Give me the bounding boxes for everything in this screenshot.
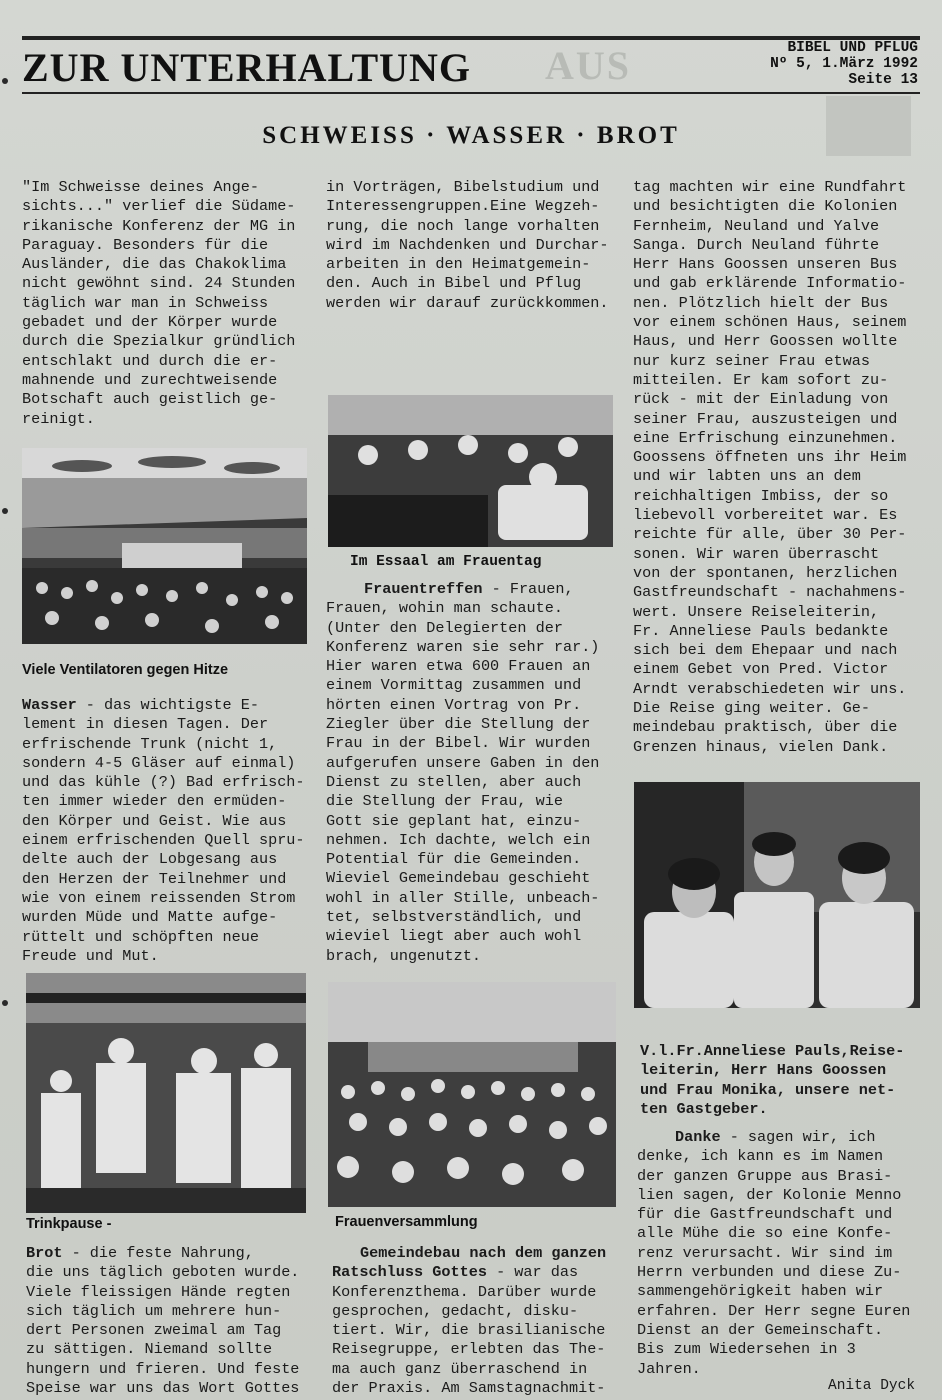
- text-line: einem Gebet von Pred. Victor: [633, 660, 889, 679]
- brot-lead: Brot: [26, 1244, 63, 1262]
- text-line: Gastfreundschaft - nachahmens-: [633, 583, 907, 602]
- danke-paragraph: [637, 1147, 927, 1379]
- text-line: Gott sie geplant hat, einzu-: [326, 811, 582, 830]
- text-line: und Frau Monika, unsere net-: [640, 1080, 896, 1099]
- text-line: und gab erklärende Informatio-: [633, 274, 907, 293]
- column-3: [633, 178, 923, 757]
- text-line: sondern 4-5 Gläser auf einmal): [22, 753, 296, 772]
- text-line: einem Vormittag zusammen und: [326, 676, 582, 695]
- text-line: tag machten wir eine Rundfahrt: [633, 178, 907, 196]
- issue-date: Nº 5, 1.März 1992: [770, 56, 918, 72]
- text-line: für die Gastfreundschaft und: [637, 1205, 893, 1224]
- text-line: brach, ungenutzt.: [326, 946, 481, 965]
- binder-hole-1: [2, 78, 8, 84]
- text-line: mahnende und zurechtweisende: [22, 370, 278, 389]
- column-1-brot: [26, 1244, 311, 1398]
- frauen-first-text: - Frauen,: [482, 580, 574, 598]
- text-line: Sanga. Durch Neuland führte: [633, 235, 880, 254]
- text-line: und wir labten uns an dem: [633, 467, 861, 486]
- column-2-frauen: [326, 580, 616, 966]
- text-line: sichts..." verlief die Südame-: [22, 197, 296, 216]
- page-number: Seite 13: [848, 72, 918, 88]
- text-line: Ziegler über die Stellung der: [326, 715, 591, 734]
- photo-drinking-break: [26, 973, 306, 1213]
- wasser-first-line: [22, 696, 307, 715]
- text-line: ten immer wieder den ermüden-: [22, 792, 287, 811]
- text-line: tet, selbstverständlich, und: [326, 908, 582, 927]
- gemeinde-paragraph: [332, 1283, 622, 1399]
- text-line: leiterin, Herr Hans Goossen: [640, 1061, 887, 1080]
- text-line: Bis zum Wiedersehen in 3: [637, 1340, 856, 1359]
- danke-lead: Danke: [675, 1128, 721, 1146]
- text-line: entschlakt und durch die er-: [22, 351, 278, 370]
- danke-first-line: [637, 1128, 927, 1147]
- text-line: Dienst zu stellen, aber auch: [326, 772, 582, 791]
- text-line: täglich war man in Schweiss: [22, 293, 269, 312]
- caption-fans: Viele Ventilatoren gegen Hitze: [22, 662, 229, 678]
- text-line: einem erfrischenden Quell spru-: [22, 831, 305, 850]
- text-line: der Praxis. Am Samstagnachmit-: [332, 1379, 606, 1398]
- text-line: werden wir darauf zurückkommen.: [326, 293, 609, 312]
- column-2-gemeinde: [332, 1244, 622, 1398]
- text-line: rikanische Konferenz der MG in: [22, 216, 296, 235]
- text-line: den. Auch in Bibel und Pflug: [326, 274, 582, 293]
- text-line: reichhaltigen Imbiss, der so: [633, 486, 889, 505]
- wasser-lead: Wasser: [22, 696, 77, 714]
- text-line: Arndt verabschiedeten wir uns.: [633, 679, 907, 698]
- text-line: hungern und frieren. Und feste: [26, 1359, 300, 1378]
- masthead-bottom-rule: [22, 92, 920, 94]
- gemeinde-lead-1: Gemeindebau nach dem ganzen: [360, 1244, 607, 1262]
- frauen-paragraph: [326, 599, 616, 966]
- column-1-wasser: [22, 696, 307, 966]
- text-line: von der spontanen, herzlichen: [633, 563, 898, 582]
- women-assembly-image: [328, 982, 616, 1207]
- text-line: Freude und Mut.: [22, 946, 159, 965]
- text-line: nen. Plötzlich hielt der Bus: [633, 293, 889, 312]
- text-line: sich bei dem Ehepaar und nach: [633, 641, 898, 660]
- text-line: liebevoll vorbereitet war. Es: [633, 506, 898, 525]
- text-line: lement in diesen Tagen. Der: [22, 715, 269, 734]
- intro-paragraph: [22, 178, 307, 429]
- text-line: Reisegruppe, erlebten das The-: [332, 1340, 606, 1359]
- text-line: Potential für die Gemeinden.: [326, 850, 582, 869]
- frauen-lead: Frauentreffen: [364, 580, 483, 598]
- brot-first-text: - die feste Nahrung,: [62, 1244, 254, 1262]
- binder-hole-2: [2, 508, 8, 514]
- text-line: erfrischende Trunk (nicht 1,: [22, 734, 278, 753]
- text-line: Paraguay. Besonders für die: [22, 235, 269, 254]
- text-line: rung, die noch lange vorhalten: [326, 216, 600, 235]
- text-line: wert. Unsere Reiseleiterin,: [633, 602, 880, 621]
- photo-fans-hall: [22, 448, 307, 644]
- text-line: rüttelt und schöpften neue: [22, 927, 259, 946]
- drinking-break-image: [26, 973, 306, 1213]
- brot-paragraph: [26, 1263, 311, 1398]
- caption-women-assembly: Frauenversammlung: [335, 1214, 478, 1230]
- text-line: mitteilen. Er kam sofort zu-: [633, 370, 889, 389]
- frauen-first-line: [326, 580, 616, 599]
- text-line: nicht gewöhnt sind. 24 Stunden: [22, 274, 296, 293]
- text-line: den Herzen der Teilnehmer und: [22, 869, 287, 888]
- text-line: Frauen, wohin man schaute.: [326, 599, 563, 618]
- text-line: gesprochen, gedacht, disku-: [332, 1301, 579, 1320]
- text-line: reichte für alle, über 30 Per-: [633, 525, 907, 544]
- text-line: Herrn verbunden und diese Zu-: [637, 1263, 902, 1282]
- column-1: [22, 178, 307, 429]
- masthead-info: [770, 40, 918, 88]
- hosts-image: [634, 782, 920, 1008]
- gemeinde-first-text: - war das: [486, 1263, 579, 1282]
- text-line: hörten einen Vortrag von Pr.: [326, 695, 582, 714]
- gemeinde-first-line: [332, 1263, 622, 1282]
- text-line: Wieviel Gemeindebau geschieht: [326, 869, 591, 888]
- text-line: Herr Hans Goossen unseren Bus: [633, 255, 898, 274]
- text-line: und besichtigten die Kolonien: [633, 197, 898, 216]
- text-line: Die Reise ging weiter. Ge-: [633, 699, 870, 718]
- gemeinde-lead-2: Ratschluss Gottes: [332, 1263, 487, 1282]
- text-line: Frau in der Bibel. Wir wurden: [326, 734, 591, 753]
- text-line: Konferenz waren sie sehr rar.): [326, 637, 600, 656]
- text-line: Hier waren etwa 600 Frauen an: [326, 657, 591, 676]
- text-line: arbeiten in den Heimatgemein-: [326, 255, 591, 274]
- text-line: sammengehörigkeit haben wir: [637, 1282, 884, 1301]
- text-line: durch die Spezialkur gründlich: [22, 332, 296, 351]
- bleed-through-text: AUS: [545, 43, 632, 88]
- wasser-first-text: - das wichtigste E-: [76, 696, 259, 714]
- text-line: Botschaft auch geistlich ge-: [22, 390, 278, 409]
- masthead-title: ZUR UNTERHALTUNG: [22, 45, 472, 90]
- text-line: gebadet und der Körper wurde: [22, 313, 278, 332]
- text-line: in Vorträgen, Bibelstudium und: [326, 178, 600, 196]
- dining-hall-image: [328, 395, 613, 547]
- text-line: meindebau praktisch, über die: [633, 718, 898, 737]
- text-line: ten Gastgeber.: [640, 1099, 768, 1118]
- text-line: die uns täglich geboten wurde.: [26, 1263, 300, 1282]
- text-line: sonen. Wir waren überrascht: [633, 544, 880, 563]
- text-line: delte auch der Lobgesang aus: [22, 850, 278, 869]
- binder-hole-3: [2, 1000, 8, 1006]
- text-line: Ausländer, die das Chakoklima: [22, 255, 287, 274]
- text-line: sich täglich um mehrere hun-: [26, 1301, 282, 1320]
- text-line: und das kühle (?) Bad erfrisch-: [22, 773, 305, 792]
- column-3-danke: [637, 1128, 927, 1379]
- text-line: "Im Schweisse deines Ange-: [22, 178, 259, 196]
- photo-hosts: [634, 782, 920, 1008]
- text-line: wohl in aller Stille, unbeach-: [326, 888, 600, 907]
- text-line: Fr. Anneliese Pauls bedankte: [633, 621, 889, 640]
- text-line: Konferenzthema. Darüber wurde: [332, 1282, 597, 1301]
- text-line: nur kurz seiner Frau etwas: [633, 351, 870, 370]
- caption-drinking-break: Trinkpause -: [26, 1216, 112, 1232]
- author-signature: Anita Dyck: [828, 1378, 916, 1394]
- text-line: Speise war uns das Wort Gottes: [26, 1379, 300, 1398]
- text-line: dert Personen zweimal am Tag: [26, 1321, 282, 1340]
- wasser-paragraph: [22, 715, 307, 966]
- text-line: wird im Nachdenken und Durchar-: [326, 235, 609, 254]
- column-2: [326, 178, 616, 313]
- text-line: reinigt.: [22, 409, 95, 428]
- col2-top-paragraph: [326, 178, 616, 313]
- text-line: alle Mühe die so eine Konfe-: [637, 1224, 893, 1243]
- text-line: erfahren. Der Herr segne Euren: [637, 1301, 911, 1320]
- text-line: Jahren.: [637, 1359, 701, 1378]
- article-headline: SCHWEISS · WASSER · BROT: [262, 122, 680, 149]
- text-line: Viele fleissigen Hände regten: [26, 1282, 291, 1301]
- brot-first-line: [26, 1244, 311, 1263]
- photo-dining-hall: [328, 395, 613, 547]
- text-line: tiert. Wir, die brasilianische: [332, 1321, 606, 1340]
- danke-first-text: - sagen wir, ich: [720, 1128, 876, 1146]
- hosts-caption: [640, 1042, 930, 1119]
- text-line: denke, ich kann es im Namen: [637, 1147, 884, 1166]
- text-line: vor einem schönen Haus, seinem: [633, 313, 907, 332]
- text-line: der ganzen Gruppe aus Brasi-: [637, 1166, 893, 1185]
- text-line: lien sagen, der Kolonie Menno: [637, 1185, 902, 1204]
- text-line: Grenzen hinaus, vielen Dank.: [633, 737, 889, 756]
- column-3-caption: [640, 1042, 930, 1119]
- text-line: renz verursacht. Wir sind im: [637, 1243, 893, 1262]
- photo-women-assembly: [328, 982, 616, 1207]
- text-line: wieviel liegt aber auch wohl: [326, 927, 582, 946]
- text-line: Haus, und Herr Goossen wollte: [633, 332, 898, 351]
- text-line: Goossens öffneten uns ihr Heim: [633, 448, 907, 467]
- text-line: die Stellung der Frau, wie: [326, 792, 563, 811]
- text-line: ma auch ganz überraschend in: [332, 1359, 588, 1378]
- text-line: aufgerufen unsere Gaben in den: [326, 753, 600, 772]
- fans-hall-image: [22, 448, 307, 644]
- text-line: V.l.Fr.Anneliese Pauls,Reise-: [640, 1042, 905, 1060]
- text-line: eine Erfrischung einzunehmen.: [633, 428, 898, 447]
- text-line: den Körper und Geist. Wie aus: [22, 811, 287, 830]
- text-line: wie von einem reissenden Strom: [22, 888, 296, 907]
- text-line: Interessengruppen.Eine Wegzeh-: [326, 197, 600, 216]
- publication-name: BIBEL UND PFLUG: [787, 40, 918, 56]
- text-line: rück - mit der Einladung von: [633, 390, 889, 409]
- text-line: Fernheim, Neuland und Yalve: [633, 216, 880, 235]
- col3-top-paragraph: [633, 178, 923, 757]
- text-line: zu sättigen. Niemand sollte: [26, 1340, 273, 1359]
- caption-dining-hall: Im Essaal am Frauentag: [350, 554, 542, 570]
- text-line: nehmen. Ich dachte, welch ein: [326, 830, 591, 849]
- text-line: wurden Müde und Matte aufge-: [22, 908, 278, 927]
- text-line: seiner Frau, auszusteigen und: [633, 409, 898, 428]
- text-line: Dienst an der Gemeinschaft.: [637, 1320, 884, 1339]
- text-line: (Unter den Delegierten der: [326, 618, 563, 637]
